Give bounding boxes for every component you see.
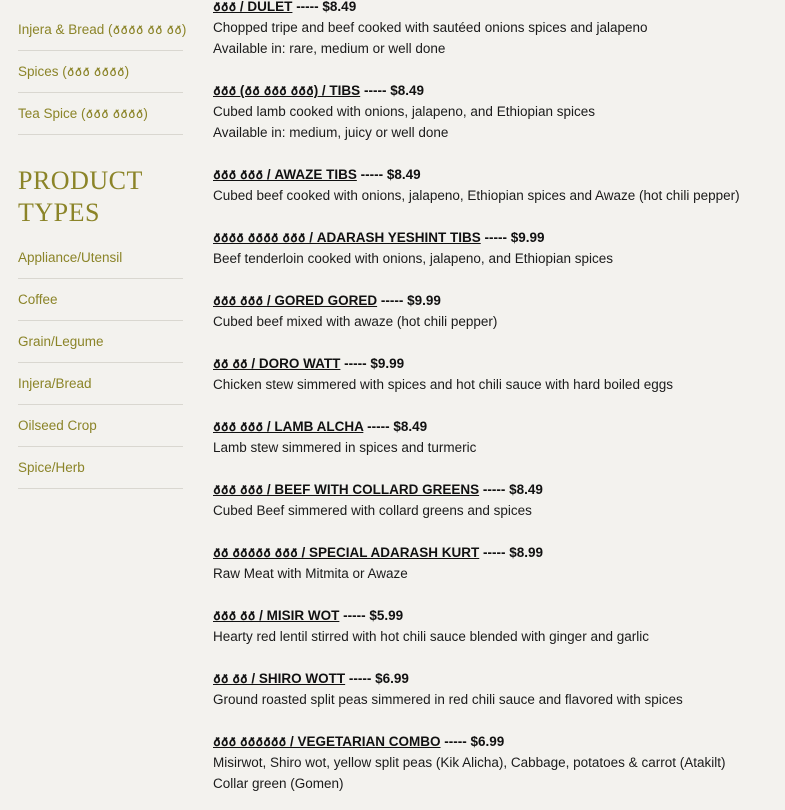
category-item-label[interactable]: Tea Spice (𐒀𐒀𐒀 𐒀𐒀𐒀𐒀) [18, 105, 148, 121]
menu-item [213, 605, 778, 647]
menu-item-name: 𐒀𐒀𐒀 𐒀𐒀𐒀 / LAMB ALCHA [213, 419, 364, 434]
menu-item-title [213, 164, 778, 185]
menu-item-title [213, 416, 778, 437]
menu-item-name: 𐒀𐒀𐒀 𐒀𐒀𐒀𐒀𐒀𐒀 / VEGETARIAN COMBO [213, 734, 441, 749]
product-type-label[interactable]: Spice/Herb [18, 460, 85, 475]
menu-item [213, 80, 778, 143]
menu-item-price: ----- $9.99 [484, 230, 545, 245]
menu-item-description: Cubed beef cooked with onions, jalapeno, Ethiopian spices and Awaze (hot chili pepper) [213, 188, 740, 203]
product-type-label[interactable]: Appliance/Utensil [18, 250, 123, 265]
product-types-list [18, 237, 183, 489]
product-type-grain-legume[interactable] [18, 321, 183, 363]
menu-item [213, 731, 778, 794]
menu-item-name: 𐒀𐒀 𐒀𐒀 / DORO WATT [213, 356, 341, 371]
menu-item-description: Chopped tripe and beef cooked with sautéed onions spices and jalapeno [213, 20, 648, 35]
menu-item-description: Raw Meat with Mitmita or Awaze [213, 566, 408, 581]
menu-item-price: ----- $8.49 [296, 0, 357, 14]
menu-item-description: Ground roasted split peas simmered in red chili sauce and flavored with spices [213, 692, 683, 707]
product-type-label[interactable]: Grain/Legume [18, 334, 104, 349]
menu-item-description: Hearty red lentil stirred with hot chili sauce blended with ginger and garlic [213, 629, 649, 644]
category-item-label[interactable]: Spices (𐒀𐒀𐒀 𐒀𐒀𐒀𐒀) [18, 63, 130, 79]
menu-item-title [213, 479, 778, 500]
product-type-label[interactable]: Coffee [18, 292, 58, 307]
menu-item [213, 290, 778, 332]
menu-item-name: 𐒀𐒀𐒀𐒀 𐒀𐒀𐒀𐒀 𐒀𐒀𐒀 / ADARASH YESHINT TIBS [213, 230, 481, 245]
menu-item-price: ----- $8.99 [483, 545, 544, 560]
menu-item [213, 164, 778, 206]
menu-item-description: Chicken stew simmered with spices and hot chili sauce with hard boiled eggs [213, 377, 673, 392]
menu-item-title [213, 0, 778, 17]
product-type-label[interactable]: Oilseed Crop [18, 418, 97, 433]
menu-item-title [213, 290, 778, 311]
product-type-injera-bread[interactable] [18, 363, 183, 405]
menu-item-description: Misirwot, Shiro wot, yellow split peas (Kik Alicha), Cabbage, potatoes & carrot (Atakilt) [213, 755, 726, 770]
menu-item-description-cont: Collar green (Gomen) [213, 776, 344, 791]
menu-item-description: Cubed beef mixed with awaze (hot chili pepper) [213, 314, 498, 329]
category-list [18, 9, 187, 135]
menu-item [213, 668, 778, 710]
product-type-oilseed-crop[interactable] [18, 405, 183, 447]
menu-item-price: ----- $8.49 [367, 419, 428, 434]
menu-item-description: Lamb stew simmered in spices and turmeric [213, 440, 477, 455]
menu-item-price: ----- $6.99 [444, 734, 505, 749]
menu-item [213, 416, 778, 458]
menu-item-description: Cubed lamb cooked with onions, jalapeno, and Ethiopian spices [213, 104, 596, 119]
menu-item-price: ----- $6.99 [348, 671, 409, 686]
menu-list [213, 0, 778, 810]
menu-item-availability: Available in: medium, juicy or well done [213, 125, 449, 140]
menu-item [213, 479, 778, 521]
menu-item-title [213, 605, 778, 626]
category-item-injera-bread[interactable] [18, 9, 187, 51]
product-type-appliance-utensil[interactable] [18, 237, 183, 279]
product-type-spice-herb[interactable] [18, 447, 183, 489]
product-type-label[interactable]: Injera/Bread [18, 376, 92, 391]
menu-item-price: ----- $8.49 [360, 167, 421, 182]
menu-item-name: 𐒀𐒀𐒀 / DULET [213, 0, 293, 14]
menu-item [213, 0, 778, 59]
sidebar [18, 0, 187, 489]
category-item-spices[interactable] [18, 51, 183, 93]
menu-item-title [213, 731, 778, 752]
menu-item-description: Cubed Beef simmered with collard greens and spices [213, 503, 532, 518]
menu-item [213, 353, 778, 395]
menu-item-name: 𐒀𐒀𐒀 𐒀𐒀𐒀 / AWAZE TIBS [213, 167, 357, 182]
menu-item-title [213, 668, 778, 689]
menu-item-description: Beef tenderloin cooked with onions, jalapeno, and Ethiopian spices [213, 251, 614, 266]
menu-item-price: ----- $9.99 [344, 356, 405, 371]
product-types-heading: PRODUCT TYPES [18, 166, 143, 227]
menu-item-price: ----- $8.49 [482, 482, 543, 497]
menu-item [213, 542, 778, 584]
menu-item-title [213, 542, 778, 563]
menu-item-title [213, 80, 778, 101]
category-item-label[interactable]: Injera & Bread (𐒀𐒀𐒀𐒀 𐒀𐒀 𐒀𐒀) [18, 21, 187, 37]
menu-item-title [213, 353, 778, 374]
menu-item-price: ----- $9.99 [380, 293, 441, 308]
menu-item-name: 𐒀𐒀𐒀 𐒀𐒀 / MISIR WOT [213, 608, 340, 623]
menu-item [213, 227, 778, 269]
menu-item-price: ----- $5.99 [343, 608, 404, 623]
menu-item-name: 𐒀𐒀 𐒀𐒀 / SHIRO WOTT [213, 671, 346, 686]
menu-item-price: ----- $8.49 [363, 83, 424, 98]
menu-item-name: 𐒀𐒀 𐒀𐒀𐒀𐒀𐒀 𐒀𐒀𐒀 / SPECIAL ADARASH KURT [213, 545, 480, 560]
menu-item-availability: Available in: rare, medium or well done [213, 41, 446, 56]
category-item-tea-spice[interactable] [18, 93, 183, 135]
product-type-coffee[interactable] [18, 279, 183, 321]
menu-item-title [213, 227, 778, 248]
menu-item-name: 𐒀𐒀𐒀 𐒀𐒀𐒀 / GORED GORED [213, 293, 378, 308]
menu-item-name: 𐒀𐒀𐒀 (𐒀𐒀 𐒀𐒀𐒀 𐒀𐒀𐒀) / TIBS [213, 83, 361, 98]
menu-item-name: 𐒀𐒀𐒀 𐒀𐒀𐒀 / BEEF WITH COLLARD GREENS [213, 482, 480, 497]
